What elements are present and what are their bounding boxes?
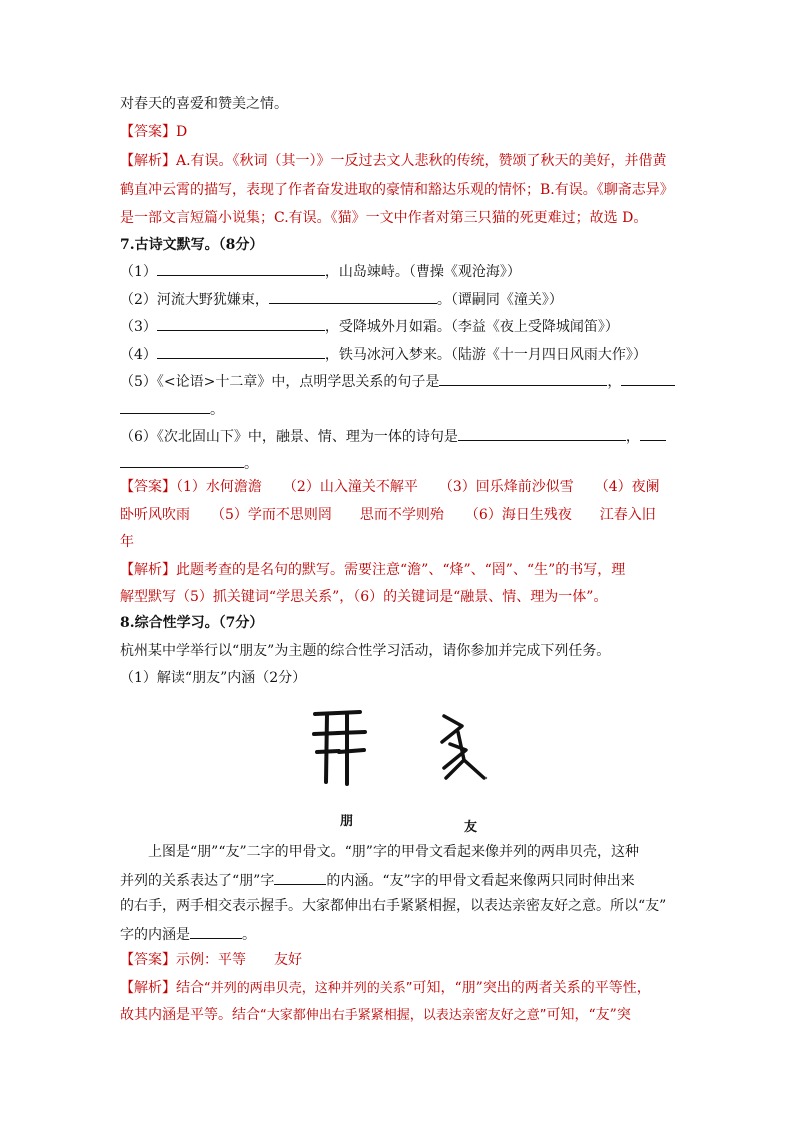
analysis-6-line3: 是一部文言短篇小说集；C.有误。《猫》一文中作者对第三只猫的死更难过；故选 D。 (120, 210, 648, 226)
question-8-title: 8.综合性学习。（7分） (120, 615, 264, 631)
q7-item-4: （4） ，铁马冰河入梦来。（陆游《十一月四日风雨大作》） (120, 343, 647, 365)
q8-task-1: （1）解读“朋友”内涵（2分） (120, 670, 307, 686)
fill-blank[interactable] (157, 343, 325, 359)
fill-blank[interactable] (439, 370, 607, 386)
q7-item-5: （5）《<论语>十二章》中，点明学思关系的句子是 ， (120, 370, 675, 392)
analysis-8-line2: 故其内涵是平等。结合“大家都伸出右手紧紧相握，以表达亲密友好之意”可知，“友”突 (120, 1007, 631, 1023)
answer-7-line2: 卧听风吹雨 （5）学而不思则罔 思而不学则殆 （6）海日生残夜 江春入旧 (120, 507, 656, 523)
paragraph-line2: 并列的关系表达了“朋”字 的内涵。“友”字的甲骨文看起来像两只同时伸出来 (120, 869, 635, 891)
oracle-bone-you-image (436, 712, 492, 788)
analysis-7-line2: 解型默写（5）抓关键词“学思关系”，（6）的关键词是“融景、情、理为一体”。 (120, 589, 608, 605)
answer-8: 【答案】示例：平等 友好 (120, 952, 302, 968)
analysis-label: 【解析】 (120, 980, 176, 996)
fill-blank[interactable] (120, 398, 210, 414)
analysis-label: 【解析】 (120, 153, 176, 169)
fill-blank[interactable] (157, 315, 325, 331)
paragraph-line3: 的右手，两手相交表示握手。大家都伸出右手紧紧相握，以表达亲密友好之意。所以“友” (120, 898, 667, 914)
fill-blank[interactable] (621, 370, 675, 386)
answer-label: 【答案】 (120, 124, 176, 140)
analysis-6-line2: 鹤直冲云霄的描写，表现了作者奋发进取的豪情和豁达乐观的情怀；B.有误。《聊斋志异》 (120, 182, 674, 198)
answer-7-line3: 年 (120, 534, 134, 550)
fill-blank[interactable] (120, 452, 244, 468)
fill-blank[interactable] (640, 425, 666, 441)
paragraph-line4: 字的内涵是 。 (120, 923, 256, 945)
q7-item-3: （3） ，受降城外月如霜。（李益《夜上受降城闻笛》） (120, 315, 619, 337)
text-line: 对春天的喜爱和赞美之情。 (120, 96, 288, 112)
paragraph-line1: 上图是“朋”“友”二字的甲骨文。“朋”字的甲骨文看起来像并列的两串贝壳，这种 (148, 844, 639, 860)
answer-6: 【答案】D (120, 124, 188, 140)
caption-peng: 朋 (340, 814, 354, 829)
fill-blank[interactable] (458, 425, 626, 441)
question-7-title: 7.古诗文默写。（8分） (120, 237, 264, 253)
q8-intro: 杭州某中学举行以“朋友”为主题的综合性学习活动，请你参加并完成下列任务。 (120, 643, 611, 659)
answer-7-line1: 【答案】（1）水何澹澹 （2）山入潼关不解平 （3）回乐烽前沙似雪 （4）夜阑 (120, 479, 660, 495)
q7-item-5-cont: 。 (120, 398, 224, 420)
q7-item-6-cont: 。 (120, 452, 258, 474)
analysis-6-line1: 【解析】A.有误。《秋词（其一）》一反过去文人悲秋的传统，赞颂了秋天的美好，并借黄 (120, 153, 667, 169)
analysis-8-line1: 【解析】结合“并列的两串贝壳，这种并列的关系”可知，“朋”突出的两者关系的平等性， (120, 980, 651, 996)
analysis-label: 【解析】 (120, 562, 176, 578)
fill-blank[interactable] (269, 288, 437, 304)
analysis-7-line1: 【解析】此题考查的是名句的默写。需要注意“澹”、“烽”、“罔”、“生”的书写，理 (120, 562, 626, 578)
q7-item-6: （6）《次北固山下》中，融景、情、理为一体的诗句是 ， (120, 425, 666, 447)
answer-label: 【答案】 (120, 479, 176, 495)
q7-item-2: （2）河流大野犹嫌束， 。（谭嗣同《潼关》） (120, 288, 563, 310)
fill-blank[interactable] (274, 869, 326, 885)
caption-you: 友 (464, 820, 478, 835)
q7-item-1: （1） ，山岛竦峙。（曹操《观沧海》） (120, 260, 521, 282)
answer-label: 【答案】 (120, 952, 176, 968)
fill-blank[interactable] (190, 923, 242, 939)
fill-blank[interactable] (157, 260, 325, 276)
oracle-bone-peng-image (312, 708, 368, 788)
